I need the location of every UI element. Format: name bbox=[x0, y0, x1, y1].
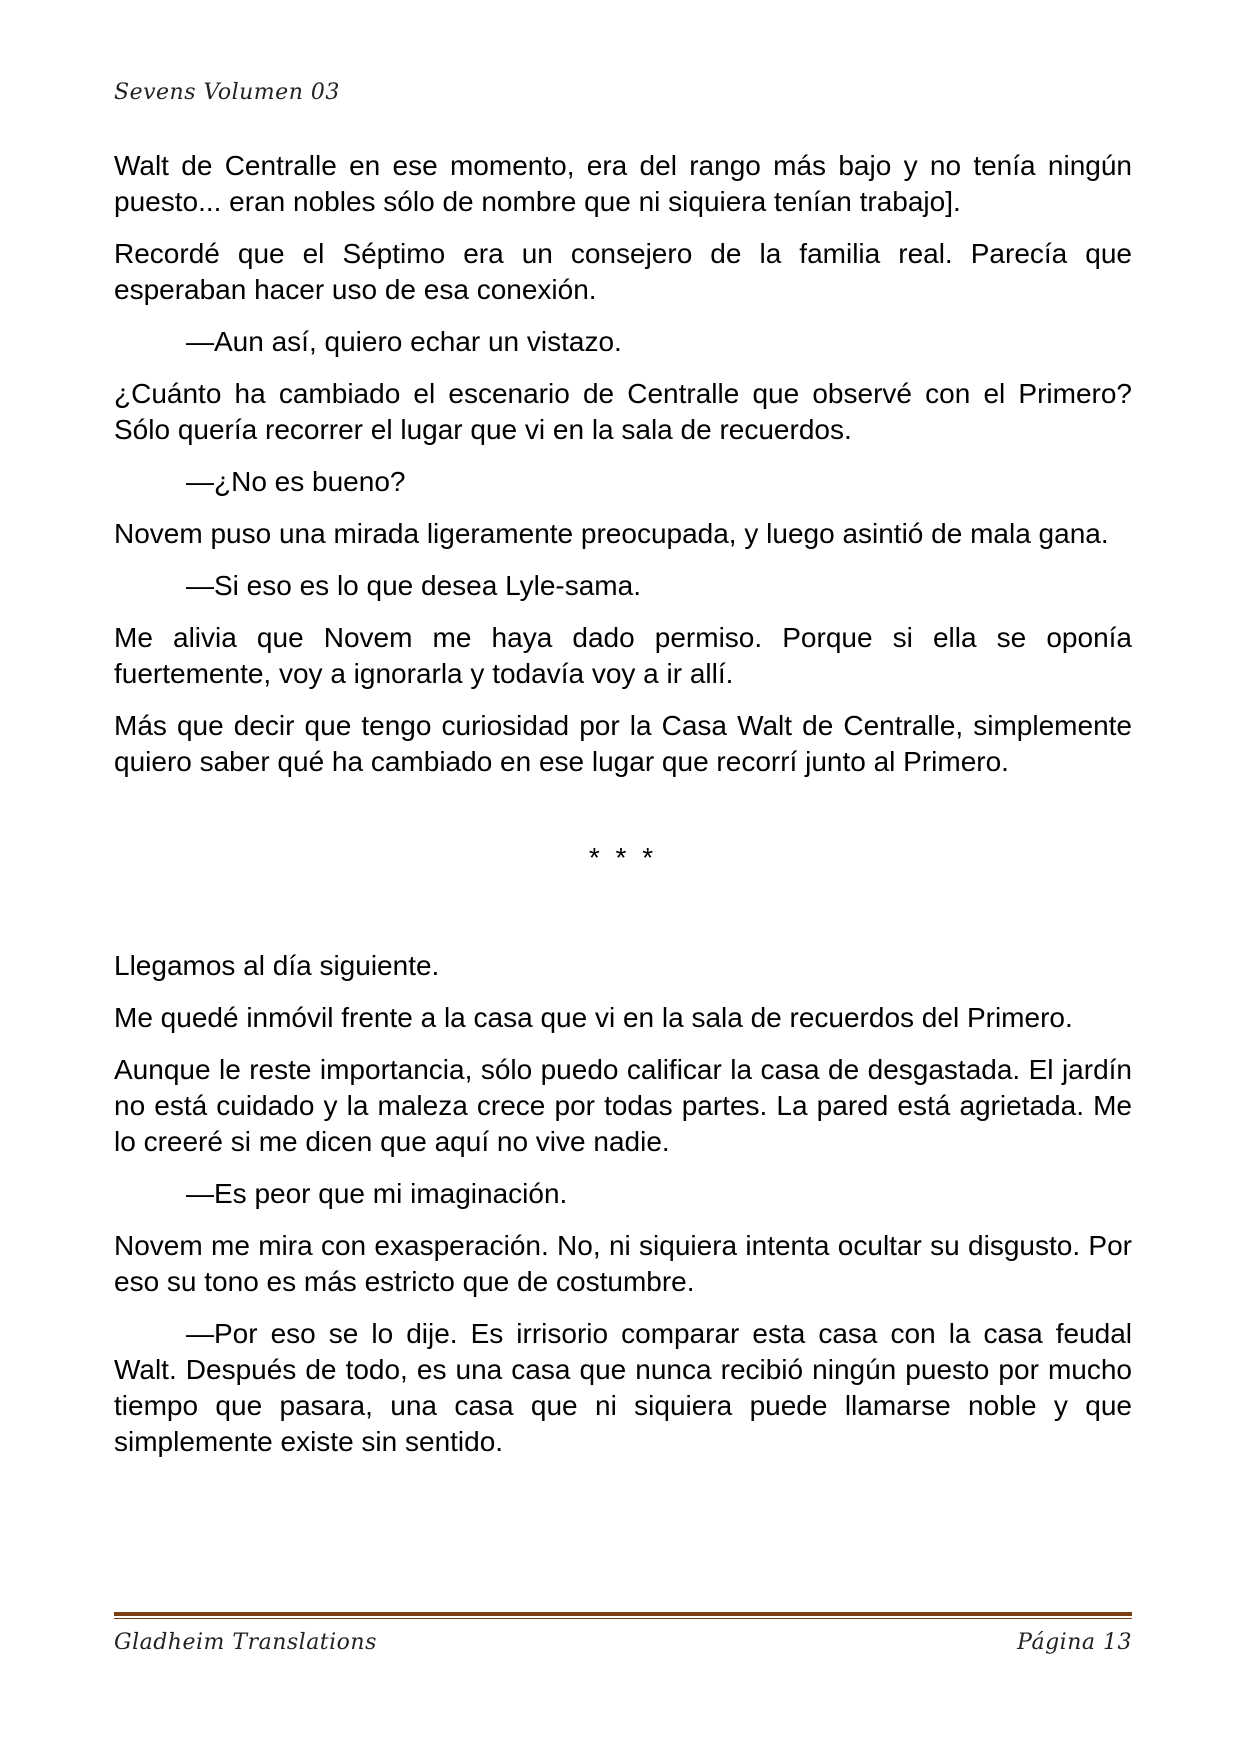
footer-rule bbox=[114, 1612, 1132, 1619]
paragraph: Aunque le reste importancia, sólo puedo calificar la casa de desgastada. El jardín no está cuidado y la maleza crece por todas partes. La pared está agrietada. Me lo creeré si me dicen que aquí no vive nadie. bbox=[114, 1054, 1132, 1157]
paragraph: Recordé que el Séptimo era un consejero de la familia real. Parecía que esperaban hacer uso de esa conexión. bbox=[114, 238, 1132, 305]
paragraph: Novem puso una mirada ligeramente preocupada, y luego asintió de mala gana. bbox=[114, 518, 1109, 549]
dialogue-line: —Si eso es lo que desea Lyle-sama. bbox=[186, 570, 641, 601]
dialogue-line: —¿No es bueno? bbox=[186, 466, 406, 497]
dialogue-line: —Por eso se lo dije. Es irrisorio comparar esta casa con la casa feudal Walt. Después de todo, es una casa que nunca recibió ningún puesto por mucho tiempo que pasara, una casa que ni siquiera puede llamarse noble y que simplemente existe sin sentido. bbox=[114, 1318, 1132, 1457]
dialogue-line: —Aun así, quiero echar un vistazo. bbox=[186, 326, 622, 357]
paragraph: Walt de Centralle en ese momento, era del rango más bajo y no tenía ningún puesto... eran nobles sólo de nombre que ni siquiera tenían trabajo]. bbox=[114, 150, 1132, 217]
paragraph: Novem me mira con exasperación. No, ni siquiera intenta ocultar su disgusto. Por eso su tono es más estricto que de costumbre. bbox=[114, 1230, 1132, 1297]
paragraph: Me alivia que Novem me haya dado permiso. Porque si ella se oponía fuertemente, voy a ignorarla y todavía voy a ir allí. bbox=[114, 622, 1132, 689]
footer-credit: Gladheim Translations bbox=[114, 1630, 377, 1655]
dialogue-line: —Es peor que mi imaginación. bbox=[186, 1178, 568, 1209]
footer-rule-thin bbox=[114, 1618, 1132, 1619]
page-number: Página 13 bbox=[1017, 1630, 1132, 1655]
paragraph: Más que decir que tengo curiosidad por la Casa Walt de Centralle, simplemente quiero saber qué ha cambiado en ese lugar que recorrí junto al Primero. bbox=[114, 710, 1132, 777]
footer-rule-thick bbox=[114, 1612, 1132, 1616]
paragraph: ¿Cuánto ha cambiado el escenario de Centralle que observé con el Primero? Sólo quería recorrer el lugar que vi en la sala de recuerdos. bbox=[114, 378, 1132, 445]
paragraph: Llegamos al día siguiente. bbox=[114, 950, 440, 981]
scene-separator: * * * bbox=[588, 842, 658, 873]
running-header: Sevens Volumen 03 bbox=[114, 80, 340, 105]
paragraph: Me quedé inmóvil frente a la casa que vi en la sala de recuerdos del Primero. bbox=[114, 1002, 1073, 1033]
body-text bbox=[114, 148, 1132, 1476]
